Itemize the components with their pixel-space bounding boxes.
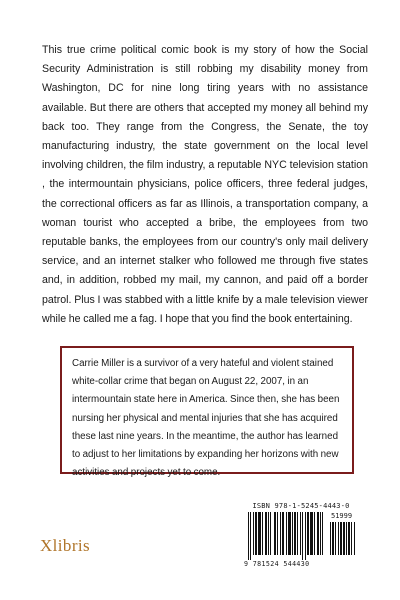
barcode-bar bbox=[343, 522, 345, 555]
barcode-bar bbox=[262, 512, 263, 555]
ean-barcode bbox=[248, 512, 326, 560]
barcode-bar bbox=[258, 512, 261, 555]
author-bio-box bbox=[60, 346, 354, 479]
barcode-bar bbox=[250, 512, 251, 560]
barcode-bar bbox=[305, 512, 306, 560]
barcode-bar bbox=[282, 512, 284, 555]
barcode-bar bbox=[274, 512, 276, 555]
price-addon-digits: 51999 bbox=[331, 512, 353, 520]
barcode-bar bbox=[351, 522, 352, 555]
barcode-bar bbox=[294, 512, 296, 555]
barcode-bar bbox=[338, 522, 339, 555]
barcode-bar bbox=[310, 512, 313, 555]
barcode-bar bbox=[346, 522, 347, 555]
barcode-bar bbox=[265, 512, 267, 555]
barcode-bar bbox=[268, 512, 269, 555]
publisher-logo: Xlibris bbox=[40, 536, 91, 555]
isbn-label: ISBN 978-1-5245-4443-0 bbox=[252, 502, 350, 510]
author-bio-text: Carrie Miller is a survivor of a very hateful and violent stained white-collar crime that began on August 22, 2007, in an intermountain state here in America. Since then, she has been nursing her physical and mental injuries that she has acquired these last nine years. In the meantime, the author has learned to adjust to her limitations by expanding her horizons with new activities and projects yet to come. bbox=[72, 358, 340, 479]
barcode-bar bbox=[297, 512, 298, 555]
barcode-bar bbox=[307, 512, 309, 555]
ean-digits: 9 781524 544430 bbox=[244, 560, 310, 568]
barcode-bar bbox=[300, 512, 301, 555]
barcode-bar bbox=[280, 512, 281, 555]
barcode-bar bbox=[322, 512, 323, 555]
barcode-bar bbox=[286, 512, 287, 555]
price-addon-barcode bbox=[330, 522, 356, 560]
barcode-bar bbox=[320, 512, 321, 555]
barcode-bar bbox=[330, 522, 331, 555]
barcode-bar bbox=[248, 512, 249, 560]
barcode-bar bbox=[277, 512, 278, 555]
barcode-bar bbox=[348, 522, 350, 555]
barcode-bar bbox=[335, 522, 336, 555]
barcode-bar bbox=[354, 522, 355, 555]
back-cover-blurb: This true crime political comic book is my story of how the Social Security Administration is still robbing my disability money from Washington, DC for nine long tiring years with no assistance available. But there are others that accepted my money all behind my back too. They range from the Congress, the Senate, the toy manufacturing industry, the state government on the local level involving children, the film industry, a reputable NYC television station , the intermountain physicians, police officers, three federal judges, the correctional officers as far as Illinois, a transportation company, a woman tourist who accepted a bribe, the employees from two reputable banks, the employees from our country's only mail delivery service, and an internet stalker who followed me through five states and, in addition, robbed my mail, my cannon, and paid off a border patrol. Plus I was stabbed with a little knife by a male television viewer while he called me a fag. I hope that you find the book entertaining. bbox=[42, 44, 368, 325]
barcode-bar bbox=[270, 512, 271, 555]
barcode-bar bbox=[332, 522, 334, 555]
barcode-bar bbox=[288, 512, 291, 555]
barcode-bar bbox=[253, 512, 254, 555]
barcode-bar bbox=[292, 512, 293, 555]
barcode-bar bbox=[317, 512, 319, 555]
barcode-bar bbox=[302, 512, 303, 560]
barcode-bar bbox=[314, 512, 315, 555]
barcode-bar bbox=[340, 522, 342, 555]
barcode-bar bbox=[255, 512, 257, 555]
